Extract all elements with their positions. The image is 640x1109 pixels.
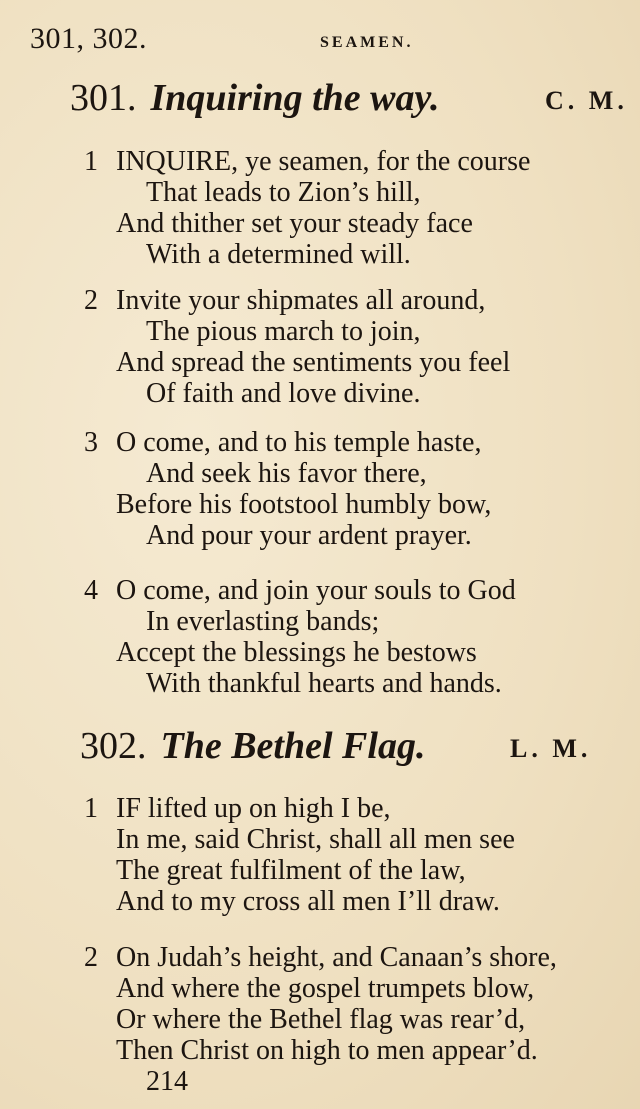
verse-line: With thankful hearts and hands. (146, 668, 502, 699)
verse-line: In everlasting bands; (146, 606, 380, 637)
page-folio: 214 (146, 1066, 188, 1097)
hymn-number: 302. (80, 725, 147, 767)
verse-line: Then Christ on high to men appear’d. (116, 1035, 538, 1066)
verse-line: Or where the Bethel flag was rear’d, (116, 1004, 526, 1035)
verse-line: The pious march to join, (146, 316, 421, 347)
stanza-number: 1 (84, 146, 98, 177)
verse-line: Accept the blessings he bestows (116, 637, 477, 668)
page-numbers: 301, 302. (30, 22, 147, 55)
hymn-301-title (70, 76, 628, 120)
verse-line: Before his footstool humbly bow, (116, 489, 492, 520)
verse-line: And spread the sentiments you feel (116, 347, 511, 378)
stanza-number: 3 (84, 427, 98, 458)
stanza-number: 2 (84, 942, 98, 973)
verse-line: Of faith and love divine. (146, 378, 421, 409)
running-head: SEAMEN. (320, 34, 414, 51)
stanza-number: 2 (84, 285, 98, 316)
stanza-number: 4 (84, 575, 98, 606)
stanza-number: 1 (84, 793, 98, 824)
verse-line: That leads to Zion’s hill, (146, 177, 421, 208)
hymn-number: 301. (70, 77, 137, 119)
verse-line: On Judah’s height, and Canaan’s shore, (116, 942, 557, 973)
verse-line: The great fulfilment of the law, (116, 855, 466, 886)
verse-line: IF lifted up on high I be, (116, 793, 391, 824)
verse-line: And to my cross all men I’ll draw. (116, 886, 500, 917)
hymn-302-title (80, 724, 592, 768)
verse-line: And pour your ardent prayer. (146, 520, 472, 551)
verse-line: And thither set your steady face (116, 208, 473, 239)
verse-line: In me, said Christ, shall all men see (116, 824, 515, 855)
verse-line: O come, and join your souls to God (116, 575, 516, 606)
verse-line: INQUIRE, ye seamen, for the course (116, 146, 531, 177)
verse-line: O come, and to his temple haste, (116, 427, 482, 458)
verse-line: With a determined will. (146, 239, 411, 270)
verse-line: Invite your shipmates all around, (116, 285, 486, 316)
hymn-name: Inquiring the way. (150, 77, 440, 119)
page-header (30, 22, 630, 62)
verse-line: And seek his favor there, (146, 458, 427, 489)
hymn-meter: L. M. (510, 734, 592, 763)
hymn-meter: C. M. (545, 86, 628, 115)
hymn-name: The Bethel Flag. (160, 725, 426, 767)
verse-line: And where the gospel trumpets blow, (116, 973, 535, 1004)
